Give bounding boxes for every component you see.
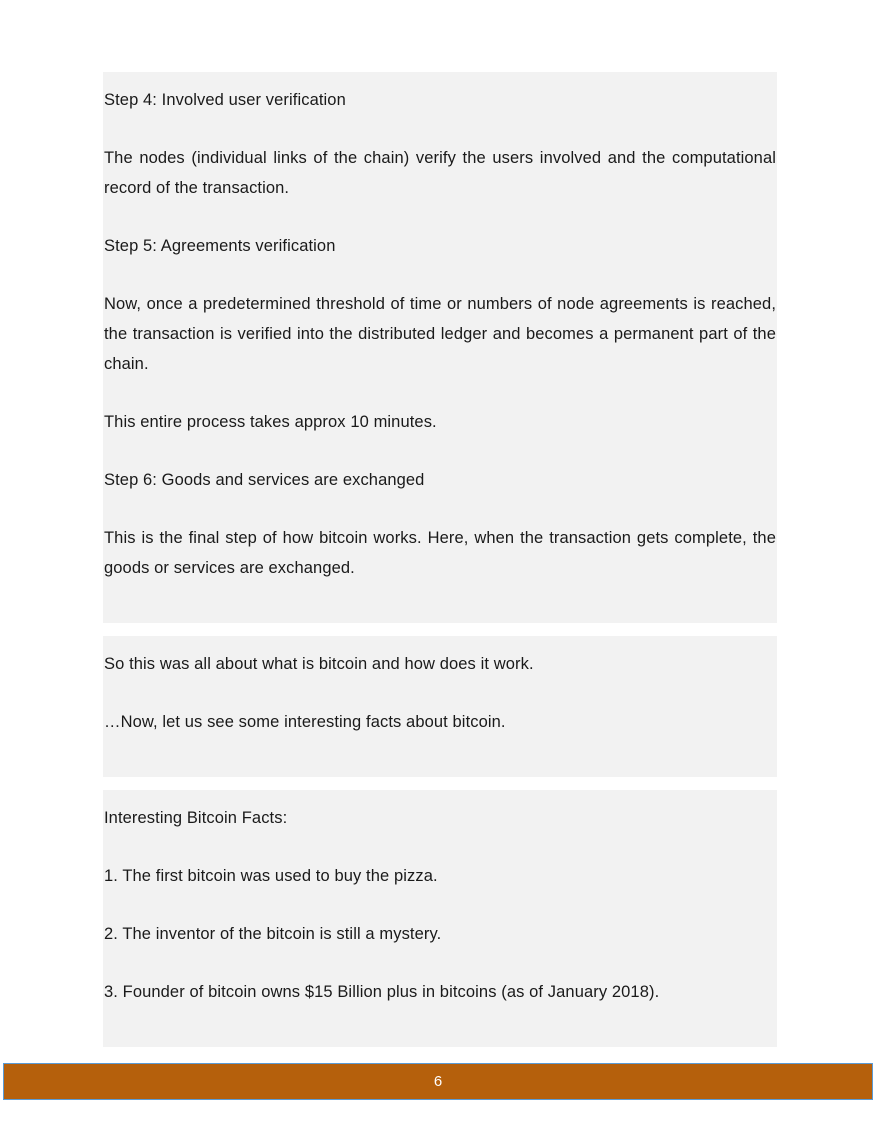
paragraph-spacer (103, 203, 777, 231)
step-5-heading: Step 5: Agreements verification (104, 237, 336, 255)
paragraph-spacer (103, 949, 777, 977)
document-content (103, 72, 777, 1047)
fact-item-2: 2. The inventor of the bitcoin is still a mystery. (104, 925, 442, 943)
step-6-heading: Step 6: Goods and services are exchanged (104, 471, 425, 489)
paragraph-spacer (103, 891, 777, 919)
summary-line: So this was all about what is bitcoin and how does it work. (104, 655, 534, 673)
step-5-note: This entire process takes approx 10 minutes. (104, 413, 437, 431)
paragraph-spacer (103, 495, 777, 523)
paragraph-spacer (103, 115, 777, 143)
footer-bar (3, 1063, 873, 1100)
content-block-summary (103, 636, 777, 777)
page-footer (0, 1063, 879, 1103)
fact-item-1: 1. The first bitcoin was used to buy the pizza. (104, 867, 438, 885)
paragraph-spacer (103, 679, 777, 707)
content-block-steps (103, 72, 777, 623)
transition-line: …Now, let us see some interesting facts about bitcoin. (104, 713, 506, 731)
page-number: 6 (433, 1073, 443, 1090)
step-6-body: This is the final step of how bitcoin works. Here, when the transaction gets complete, the goods or services are exchanged. (104, 529, 776, 577)
block-bottom-spacer (103, 583, 777, 610)
step-4-heading: Step 4: Involved user verification (104, 91, 346, 109)
paragraph-spacer (103, 379, 777, 407)
step-5-body: Now, once a predetermined threshold of time or numbers of node agreements is reached, the transaction is verified into the distributed ledger and becomes a permanent part of the chain. (104, 295, 776, 373)
step-4-body: The nodes (individual links of the chain) verify the users involved and the computational record of the transaction. (104, 149, 776, 197)
paragraph-spacer (103, 833, 777, 861)
block-bottom-spacer (103, 737, 777, 764)
content-block-facts (103, 790, 777, 1047)
fact-item-3: 3. Founder of bitcoin owns $15 Billion plus in bitcoins (as of January 2018). (104, 983, 660, 1001)
block-bottom-spacer (103, 1007, 777, 1034)
facts-heading: Interesting Bitcoin Facts: (104, 809, 288, 827)
paragraph-spacer (103, 261, 777, 289)
paragraph-spacer (103, 437, 777, 465)
